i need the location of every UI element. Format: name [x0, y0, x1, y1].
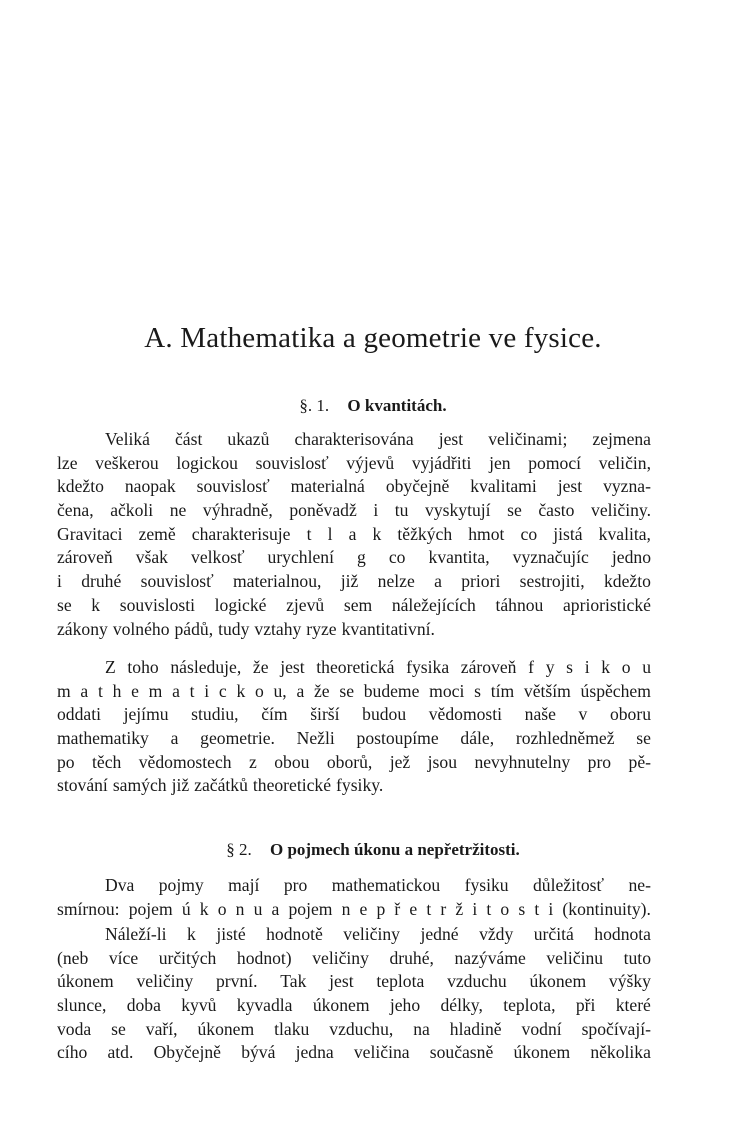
- word: u,: [273, 680, 287, 701]
- word: často: [538, 500, 575, 521]
- word: část: [175, 429, 203, 449]
- word: Z: [105, 657, 116, 677]
- word: kyvů: [181, 995, 217, 1016]
- word: spočívají-: [581, 1018, 651, 1039]
- word: souvislosť: [140, 571, 214, 592]
- word: o: [500, 898, 510, 919]
- word: vzduchu,: [329, 1018, 394, 1039]
- word: fysika: [406, 657, 450, 677]
- word: ř: [394, 898, 401, 919]
- word: nazýváme: [454, 947, 526, 968]
- word: obyčejně: [385, 476, 450, 497]
- word: n: [235, 898, 245, 919]
- word: ž: [455, 898, 464, 919]
- word: určitá: [533, 924, 574, 944]
- word: k: [199, 898, 209, 919]
- word: jejímu: [123, 704, 169, 725]
- word: i: [204, 680, 210, 701]
- word: oboru: [609, 704, 651, 725]
- word: slunce,: [57, 995, 107, 1016]
- word: tlaku: [274, 1018, 310, 1039]
- word: e: [359, 898, 368, 919]
- word: postoupíme: [356, 728, 439, 749]
- word: r: [440, 898, 447, 919]
- word: veličiny: [136, 971, 194, 992]
- word: priori: [461, 571, 501, 592]
- word: jistá: [553, 523, 583, 544]
- word: souvislosti: [119, 594, 196, 615]
- word: o: [217, 898, 227, 919]
- word: (neb: [57, 947, 89, 968]
- word: vodní: [521, 1018, 562, 1039]
- word: pro: [283, 875, 308, 895]
- word: začátků: [194, 775, 248, 796]
- word: mathematickou: [331, 875, 441, 895]
- word: jen: [489, 452, 511, 473]
- word: s: [566, 657, 574, 677]
- word: tuto: [623, 947, 651, 968]
- text-line: [57, 523, 651, 547]
- word: logické: [214, 594, 267, 615]
- word: ú: [181, 898, 191, 919]
- word: že: [252, 657, 269, 677]
- word: vztahy: [254, 618, 302, 639]
- word: pomocí: [528, 452, 582, 473]
- word: souvislosť: [196, 476, 270, 497]
- word: a: [434, 571, 442, 592]
- word: výhradně,: [202, 500, 273, 521]
- word: zejmena: [592, 429, 651, 449]
- word: k: [236, 680, 246, 701]
- word: stování: [57, 775, 108, 796]
- word: Veliká: [105, 429, 150, 449]
- text-line: [57, 499, 651, 523]
- word: z: [249, 751, 257, 772]
- word: o: [621, 657, 631, 677]
- text-line: [57, 594, 651, 618]
- word: úkonem: [197, 1018, 255, 1039]
- word: charakterisována: [294, 429, 414, 449]
- word: t: [426, 898, 432, 919]
- word: nevyhnutelny: [474, 751, 571, 772]
- word: obou: [274, 751, 310, 772]
- word: pro: [587, 751, 612, 772]
- text-line: [57, 727, 651, 751]
- word: (kontinuity).: [562, 898, 651, 919]
- section-1-heading: [0, 396, 746, 416]
- paragraph: [57, 874, 651, 921]
- word: cího: [57, 1042, 88, 1063]
- word: pádů,: [174, 618, 214, 639]
- word: v: [578, 704, 588, 725]
- word: pojmy: [158, 875, 204, 895]
- word: kvantitativní.: [341, 618, 435, 639]
- word: charakterisuje: [191, 523, 291, 544]
- word: budeme: [363, 680, 420, 701]
- word: a: [271, 898, 280, 919]
- text-line: [57, 874, 651, 898]
- word: se: [57, 594, 72, 615]
- word: jsou: [427, 751, 458, 772]
- word: širší: [310, 704, 340, 725]
- word: táhnou: [495, 594, 544, 615]
- word: a: [348, 523, 357, 544]
- word: l: [327, 523, 333, 544]
- word: vyskytují: [425, 500, 491, 521]
- word: čím: [261, 704, 288, 725]
- word: teplota,: [503, 995, 556, 1016]
- word: doba: [126, 995, 161, 1016]
- word: a: [80, 680, 89, 701]
- word: naše: [524, 704, 556, 725]
- word: poněvadž: [289, 500, 357, 521]
- word: toho: [127, 657, 159, 677]
- word: zároveň: [57, 547, 113, 568]
- word: jedné: [420, 924, 459, 944]
- word: hodnot): [236, 947, 292, 968]
- word: určitých: [158, 947, 217, 968]
- word: materialná: [290, 476, 365, 497]
- word: vyzna-: [603, 476, 651, 497]
- word: u: [253, 898, 263, 919]
- word: jedno: [611, 547, 651, 568]
- word: fysiku: [464, 875, 509, 895]
- word: fysiky.: [336, 775, 384, 796]
- word: materialnou,: [232, 571, 322, 592]
- text-line: [57, 546, 651, 570]
- chapter-title: A. Mathematika a geometrie ve fysice.: [144, 322, 602, 354]
- word: větším: [523, 680, 571, 701]
- word: mají: [228, 875, 260, 895]
- paragraph: [57, 656, 651, 798]
- section-number: §. 1.: [299, 396, 330, 415]
- word: náležejících: [391, 594, 476, 615]
- word: Gravitaci: [57, 523, 123, 544]
- word: tu: [394, 500, 409, 521]
- word: c: [218, 680, 227, 701]
- word: i: [584, 657, 590, 677]
- word: ne-: [628, 875, 651, 895]
- text-line: [57, 923, 651, 947]
- word: i: [548, 898, 554, 919]
- text-line: [57, 475, 651, 499]
- word: p: [376, 898, 386, 919]
- word: a: [170, 728, 179, 749]
- word: veličiny: [343, 924, 400, 944]
- word: jest: [557, 476, 583, 497]
- word: veličin,: [598, 452, 651, 473]
- word: u: [642, 657, 651, 677]
- word: druhé,: [389, 947, 434, 968]
- word: s: [518, 898, 526, 919]
- word: země: [138, 523, 176, 544]
- word: k: [601, 657, 611, 677]
- text-line: [57, 994, 651, 1018]
- word: výjevů: [346, 452, 395, 473]
- word: i: [373, 500, 379, 521]
- word: souvislosť: [255, 452, 329, 473]
- word: k: [372, 523, 382, 544]
- word: se: [339, 680, 354, 701]
- word: Dva: [105, 875, 135, 895]
- word: se: [507, 500, 522, 521]
- section-2-heading: [0, 840, 746, 860]
- word: o: [254, 680, 264, 701]
- word: jež: [389, 751, 411, 772]
- word: k: [91, 594, 101, 615]
- word: vyjádřiti: [411, 452, 472, 473]
- word: i: [57, 571, 62, 592]
- word: sestrojiti,: [519, 571, 585, 592]
- word: veškerou: [95, 452, 159, 473]
- word: druhé: [81, 571, 122, 592]
- word: geometrie.: [200, 728, 275, 749]
- word: bývá: [241, 1042, 276, 1063]
- word: které: [615, 995, 651, 1016]
- word: úspěchem: [580, 680, 651, 701]
- text-line: [57, 703, 651, 727]
- word: samých: [112, 775, 167, 796]
- word: vždy: [479, 924, 514, 944]
- word: hodnotě: [266, 924, 323, 944]
- text-line: [57, 570, 651, 594]
- word: t: [97, 680, 103, 701]
- section-title: O pojmech úkonu a nepřetržitosti.: [269, 840, 520, 859]
- word: oborů,: [326, 751, 373, 772]
- word: f: [528, 657, 535, 677]
- word: po: [57, 751, 75, 772]
- word: kvalitami: [470, 476, 537, 497]
- word: se: [636, 728, 651, 749]
- word: jedna: [295, 1042, 334, 1063]
- text-line: [57, 947, 651, 971]
- section-number: § 2.: [226, 840, 252, 859]
- word: veličinu: [546, 947, 604, 968]
- word: pojem: [128, 898, 173, 919]
- paragraph: [57, 428, 651, 641]
- text-line: [57, 428, 651, 452]
- word: ne: [169, 500, 187, 521]
- word: jest: [329, 971, 354, 992]
- word: ačkoli: [110, 500, 154, 521]
- word: sem: [343, 594, 373, 615]
- word: voda: [57, 1018, 92, 1039]
- word: n: [341, 898, 351, 919]
- word: oddati: [57, 704, 101, 725]
- word: s: [474, 680, 481, 701]
- word: dále,: [460, 728, 495, 749]
- word: kvantita,: [428, 547, 490, 568]
- word: úkonem: [57, 971, 114, 992]
- word: co: [520, 523, 538, 544]
- word: hladině: [449, 1018, 502, 1039]
- word: se: [111, 1018, 126, 1039]
- word: y: [545, 657, 555, 677]
- word: Obyčejně: [153, 1042, 221, 1063]
- word: již: [171, 775, 190, 796]
- word: volného: [112, 618, 170, 639]
- section-title: O kvantitách.: [347, 396, 447, 415]
- word: teplota: [376, 971, 425, 992]
- word: t: [189, 680, 195, 701]
- word: veličiny: [312, 947, 369, 968]
- word: pojem: [288, 898, 333, 919]
- word: délky,: [440, 995, 483, 1016]
- word: vyznačujíc: [512, 547, 589, 568]
- word: e: [409, 898, 418, 919]
- text-line: [57, 656, 651, 680]
- word: Náleží-li: [105, 924, 167, 944]
- word: kvalita,: [598, 523, 651, 544]
- word: pě-: [628, 751, 651, 772]
- word: vaří,: [145, 1018, 178, 1039]
- word: vědomostech: [138, 751, 232, 772]
- word: theoretická: [316, 657, 395, 677]
- word: t: [534, 898, 540, 919]
- word: více: [108, 947, 139, 968]
- text-line: [57, 1041, 651, 1065]
- text-line: [57, 452, 651, 476]
- word: veličiny.: [591, 500, 651, 521]
- word: veličinami;: [488, 429, 568, 449]
- word: veličina: [353, 1042, 410, 1063]
- word: jeho: [389, 995, 421, 1016]
- word: nelze: [377, 571, 415, 592]
- word: že: [313, 680, 330, 701]
- word: několika: [590, 1042, 651, 1063]
- word: velkosť: [191, 547, 245, 568]
- word: tím: [490, 680, 515, 701]
- word: kdežto: [604, 571, 651, 592]
- word: vzduchu: [447, 971, 507, 992]
- word: budou: [362, 704, 407, 725]
- word: h: [112, 680, 122, 701]
- word: Nežli: [296, 728, 335, 749]
- word: kyvadla: [236, 995, 293, 1016]
- word: aprioristické: [563, 594, 651, 615]
- word: těch: [92, 751, 122, 772]
- word: současně: [429, 1042, 494, 1063]
- word: jisté: [216, 924, 246, 944]
- word: jest: [438, 429, 464, 449]
- word: mathematiky: [57, 728, 149, 749]
- text-line: [57, 1018, 651, 1042]
- word: při: [575, 995, 596, 1016]
- word: i: [472, 898, 478, 919]
- text-line: [57, 774, 651, 798]
- word: úkonem: [513, 1042, 571, 1063]
- word: co: [388, 547, 406, 568]
- word: a: [296, 680, 305, 701]
- word: zákony: [57, 618, 108, 639]
- text-line: [57, 751, 651, 775]
- word: hmot: [468, 523, 505, 544]
- word: ryze: [306, 618, 337, 639]
- text-line: [57, 680, 651, 704]
- text-line: [57, 618, 651, 642]
- word: hodnota: [594, 924, 651, 944]
- word: již: [340, 571, 359, 592]
- word: urychlení: [267, 547, 334, 568]
- text-line: [57, 970, 651, 994]
- word: kdežto: [57, 476, 104, 497]
- word: těžkých: [397, 523, 453, 544]
- text-line: [57, 898, 651, 922]
- word: ukazů: [227, 429, 270, 449]
- word: moci: [429, 680, 465, 701]
- word: m: [57, 680, 71, 701]
- word: logickou: [176, 452, 238, 473]
- word: studiu,: [191, 704, 239, 725]
- word: na: [413, 1018, 430, 1039]
- word: Tak: [280, 971, 307, 992]
- word: vědomosti: [428, 704, 503, 725]
- word: smírnou:: [57, 898, 120, 919]
- word: lze: [57, 452, 78, 473]
- word: zjevů: [286, 594, 325, 615]
- word: a: [172, 680, 180, 701]
- word: první.: [215, 971, 258, 992]
- word: e: [131, 680, 139, 701]
- word: následuje,: [170, 657, 242, 677]
- word: však: [135, 547, 168, 568]
- word: g: [357, 547, 366, 568]
- word: důležitosť: [533, 875, 605, 895]
- word: zároveň: [460, 657, 517, 677]
- word: theoretické: [252, 775, 332, 796]
- word: rozhledněmež: [515, 728, 615, 749]
- word: m: [148, 680, 163, 701]
- word: jest: [280, 657, 305, 677]
- word: úkonem: [529, 971, 587, 992]
- word: naopak: [124, 476, 176, 497]
- word: úkonem: [312, 995, 370, 1016]
- word: k: [187, 924, 196, 944]
- word: t: [486, 898, 492, 919]
- word: výšky: [608, 971, 651, 992]
- word: čena,: [57, 500, 94, 521]
- word: t: [306, 523, 312, 544]
- word: tudy: [218, 618, 250, 639]
- paragraph: [57, 923, 651, 1065]
- word: atd.: [107, 1042, 134, 1063]
